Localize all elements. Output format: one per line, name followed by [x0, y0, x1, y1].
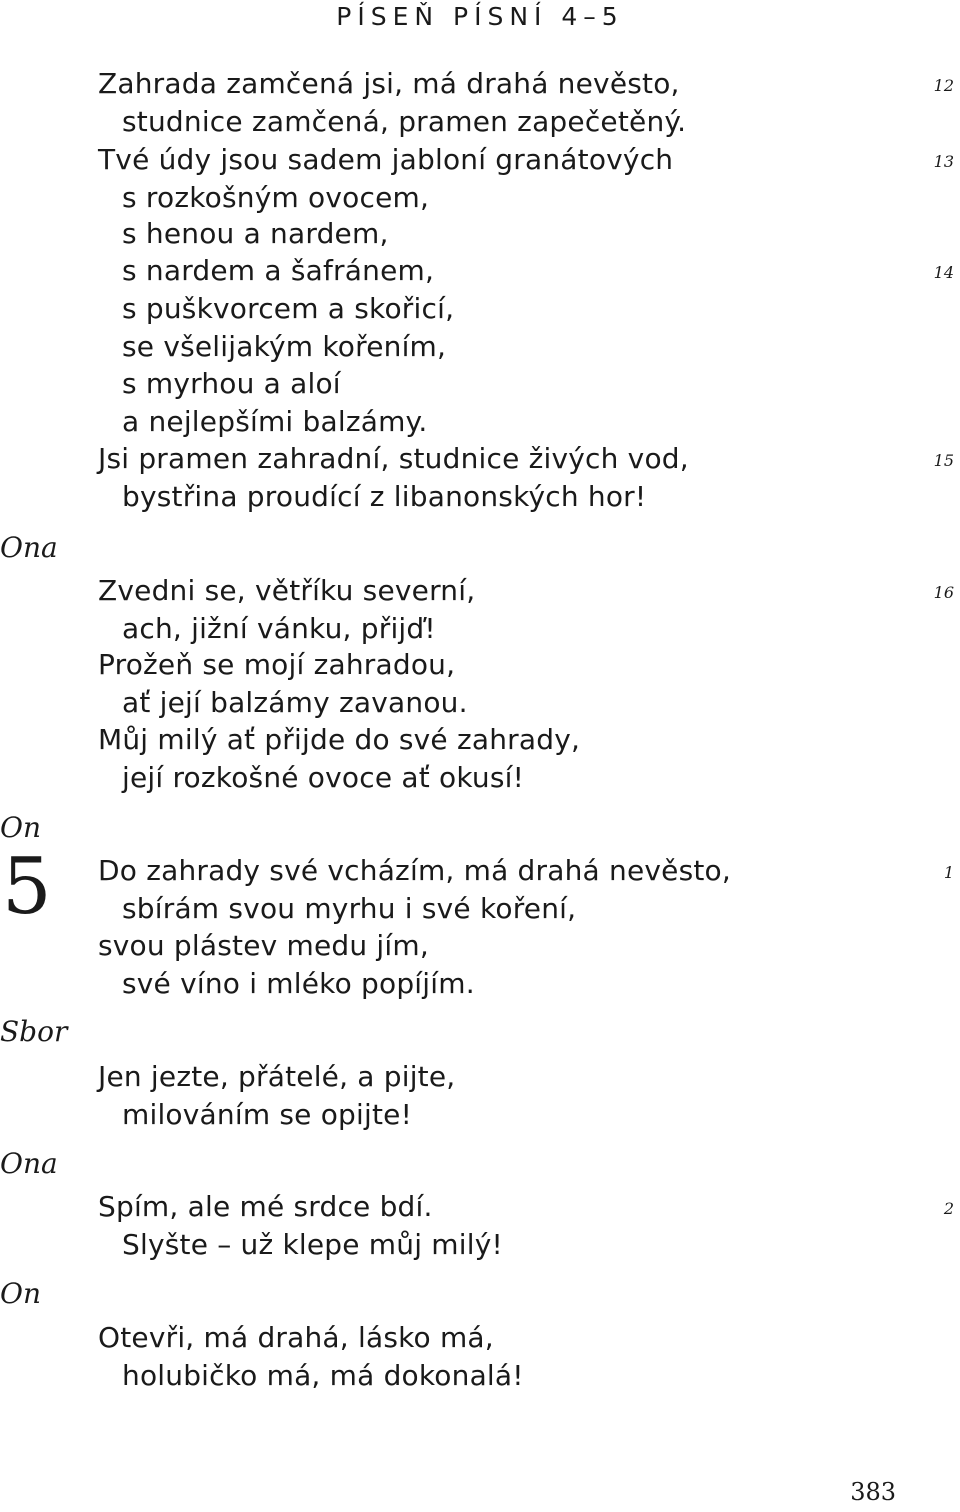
verse-line: s rozkošným ovocem,	[122, 181, 430, 214]
page-number: 383	[850, 1478, 896, 1506]
verse-line: s henou a nardem,	[122, 217, 389, 250]
speaker-label-on: On	[0, 1277, 41, 1310]
verse-number: 2	[943, 1199, 954, 1218]
verse-number: 1	[943, 863, 954, 882]
verse-line: Jsi pramen zahradní, studnice živých vod,	[98, 442, 689, 475]
verse-number: 12	[933, 76, 954, 95]
verse-number: 15	[933, 451, 954, 470]
verse-line: její rozkošné ovoce ať okusí!	[122, 761, 525, 794]
verse-line: Do zahrady své vcházím, má drahá nevěsto,	[98, 854, 731, 887]
verse-line: Jen jezte, přátelé, a pijte,	[98, 1060, 456, 1093]
verse-line: studnice zamčená, pramen zapečetěný.	[122, 105, 687, 138]
verse-line: Tvé údy jsou sadem jabloní granátových	[98, 143, 674, 176]
verse-line: s puškvorcem a skořicí,	[122, 292, 455, 325]
verse-line: Otevři, má drahá, lásko má,	[98, 1321, 494, 1354]
verse-line: Zahrada zamčená jsi, má drahá nevěsto,	[98, 67, 680, 100]
verse-line: bystřina proudící z libanonských hor!	[122, 480, 647, 513]
verse-line: a nejlepšími balzámy.	[122, 405, 428, 438]
speaker-label-on: On	[0, 811, 41, 844]
speaker-label-ona: Ona	[0, 1147, 58, 1180]
verse-line: sbírám svou myrhu i své koření,	[122, 892, 577, 925]
verse-line: Zvedni se, větříku severní,	[98, 574, 476, 607]
verse-line: s nardem a šafránem,	[122, 254, 435, 287]
verse-line: Slyšte – už klepe můj milý!	[122, 1228, 503, 1261]
verse-number: 16	[933, 583, 954, 602]
verse-line: Můj milý ať přijde do své zahrady,	[98, 723, 581, 756]
verse-line: Prožeň se mojí zahradou,	[98, 648, 456, 681]
speaker-label-ona: Ona	[0, 531, 58, 564]
verse-number: 13	[933, 152, 954, 171]
verse-number: 14	[933, 263, 954, 282]
speaker-label-sbor: Sbor	[0, 1015, 68, 1048]
verse-line: ať její balzámy zavanou.	[122, 686, 468, 719]
verse-line: milováním se opijte!	[122, 1098, 413, 1131]
verse-line: holubičko má, má dokonalá!	[122, 1359, 524, 1392]
verse-line: se všelijakým kořením,	[122, 330, 447, 363]
verse-line: své víno i mléko popíjím.	[122, 967, 475, 1000]
verse-line: Spím, ale mé srdce bdí.	[98, 1190, 433, 1223]
running-header: PÍSEŇ PÍSNÍ 4–5	[336, 2, 624, 31]
verse-line: s myrhou a aloí	[122, 367, 341, 400]
verse-line: ach, jižní vánku, přijď!	[122, 612, 436, 645]
verse-line: svou plástev medu jím,	[98, 929, 429, 962]
chapter-number: 5	[2, 842, 52, 932]
